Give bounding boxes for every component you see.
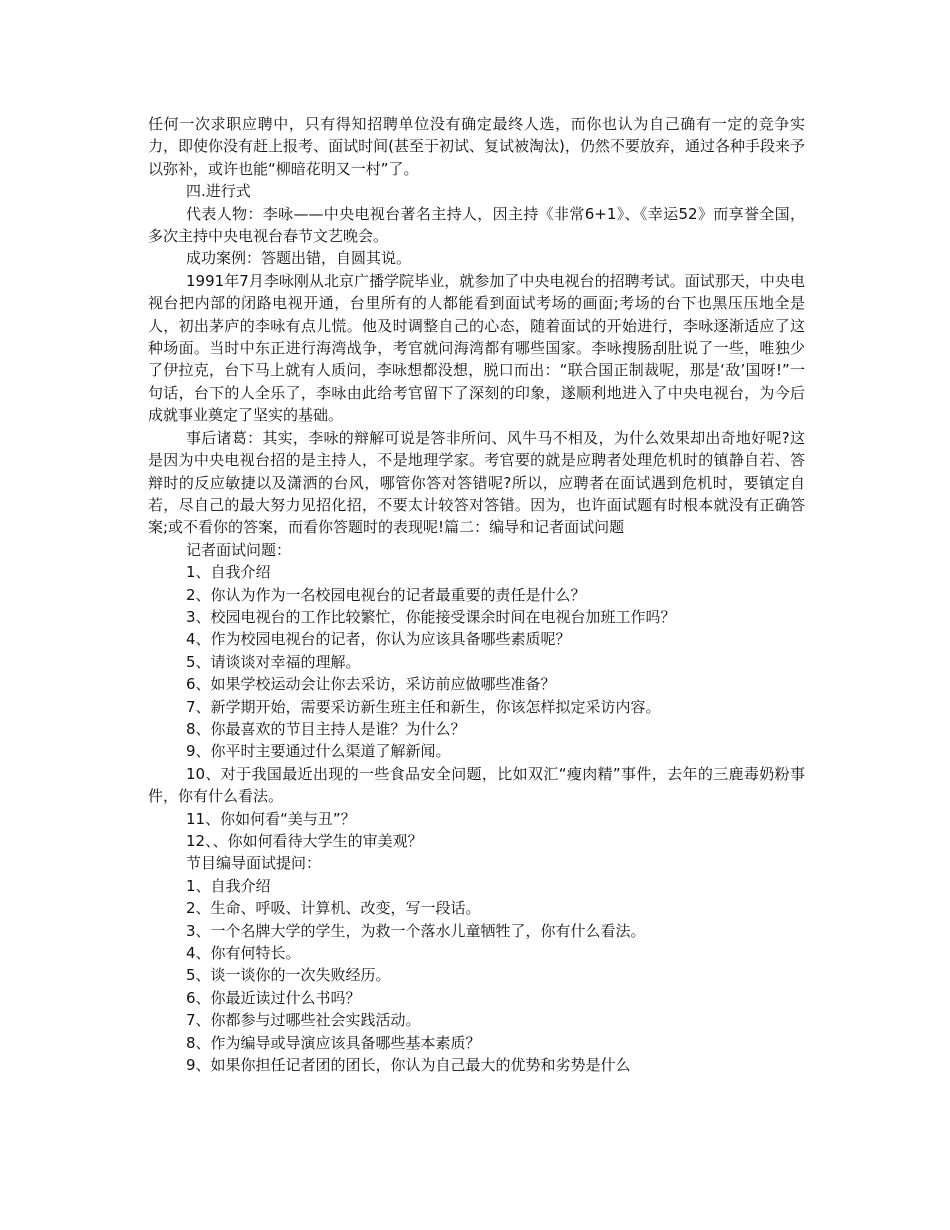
- paragraph: 记者面试问题：: [186, 540, 292, 559]
- list-item: 9、如果你担任记者团的团长，你认为自己最大的优势和劣势是什么: [186, 1056, 631, 1075]
- paragraph: 代表人物：李咏——中央电视台著名主持人，因主持《非常6+1》、《幸运52》而享誉全国，多次主持中央电视台春节文艺晚会。: [148, 204, 805, 246]
- list-item: 7、你都参与过哪些社会实践活动。: [186, 1011, 421, 1030]
- list-item: 1、自我介绍: [186, 563, 271, 582]
- list-item: 8、你最喜欢的节目主持人是谁？为什么？: [186, 719, 466, 738]
- list-item: 4、作为校园电视台的记者，你认为应该具备哪些素质呢？: [186, 630, 571, 649]
- paragraph: 事后诸葛：其实，李咏的辩解可说是答非所问、风牛马不相及，为什么效果却出奇地好呢?这是因为中央电视台招的是主持人，不是地理学家。考官要的就是应聘者处理危机时的镇静自若、答辩时的反应敏捷以及潇洒的台风，哪管你答对答错呢?所以，应聘者在面试遇到危机时，要镇定自若，尽自己的最大努力见招化招，不要太计较答对答错。因为，也许面试题有时根本就没有正确答案;或不看你的答案，而看你答题时的表现呢!篇二：编导和记者面试问题: [148, 428, 805, 537]
- list-item: 9、你平时主要通过什么渠道了解新闻。: [186, 742, 451, 761]
- list-item: 6、如果学校运动会让你去采访，采访前应做哪些准备？: [186, 675, 556, 694]
- paragraph: 11、你如何看“美与丑”？: [186, 809, 356, 828]
- document-body: [148, 113, 805, 1076]
- list-item: 5、请谈谈对幸福的理解。: [186, 652, 361, 671]
- paragraph: 任何一次求职应聘中，只有得知招聘单位没有确定最终人选，而你也认为自己确有一定的竞争实力，即使你没有赶上报考、面试时间(甚至于初试、复试被淘汰)，仍然不要放弃，通过各种手段来予以弥补，或许也能“柳暗花明又一村”了。: [148, 115, 805, 178]
- paragraph: 1991年7月李咏刚从北京广播学院毕业，就参加了中央电视台的招聘考试。面试那天，中央电视台把内部的闭路电视开通，台里所有的人都能看到面试考场的画面;考场的台下也黑压压地全是人，初出茅庐的李咏有点儿慌。他及时调整自己的心态，随着面试的开始进行，李咏逐渐适应了这种场面。当时中东正进行海湾战争，考官就问海湾都有哪些国家。李咏搜肠刮肚说了一些，唯独少了伊拉克，台下马上就有人质问，李咏想都没想，脱口而出：“联合国正制裁呢，那是‘敌’国呀!”一句话，台下的人全乐了，李咏由此给考官留下了深刻的印象，遂顺利地进入了中央电视台，为今后成就事业奠定了坚实的基础。: [148, 271, 805, 425]
- list-item: 7、新学期开始，需要采访新生班主任和新生，你该怎样拟定采访内容。: [186, 697, 661, 716]
- list-item: 8、作为编导或导演应该具备哪些基本素质？: [186, 1033, 481, 1052]
- list-item: 2、生命、呼吸、计算机、改变，写一段话。: [186, 899, 481, 918]
- list-item: 3、校园电视台的工作比较繁忙，你能接受课余时间在电视台加班工作吗？: [186, 607, 676, 626]
- paragraph: 节目编导面试提问：: [186, 854, 322, 873]
- list-item: 5、谈一谈你的一次失败经历。: [186, 966, 391, 985]
- paragraph: 成功案例：答题出错，自圆其说。: [186, 249, 412, 268]
- list-item: 4、你有何特长。: [186, 944, 301, 963]
- list-item: 6、你最近读过什么书吗？: [186, 988, 361, 1007]
- list-item: 3、一个名牌大学的学生，为救一个落水儿童牺牲了，你有什么看法。: [186, 921, 646, 940]
- paragraph: 10、对于我国最近出现的一些食品安全问题，比如双汇“瘦肉精”事件，去年的三鹿毒奶粉事件，你有什么看法。: [148, 764, 805, 806]
- list-item: 1、自我介绍: [186, 876, 271, 895]
- paragraph: 12、、你如何看待大学生的审美观？: [186, 832, 423, 850]
- list-item: 2、你认为作为一名校园电视台的记者最重要的责任是什么？: [186, 585, 586, 604]
- paragraph: 四.进行式: [186, 182, 251, 201]
